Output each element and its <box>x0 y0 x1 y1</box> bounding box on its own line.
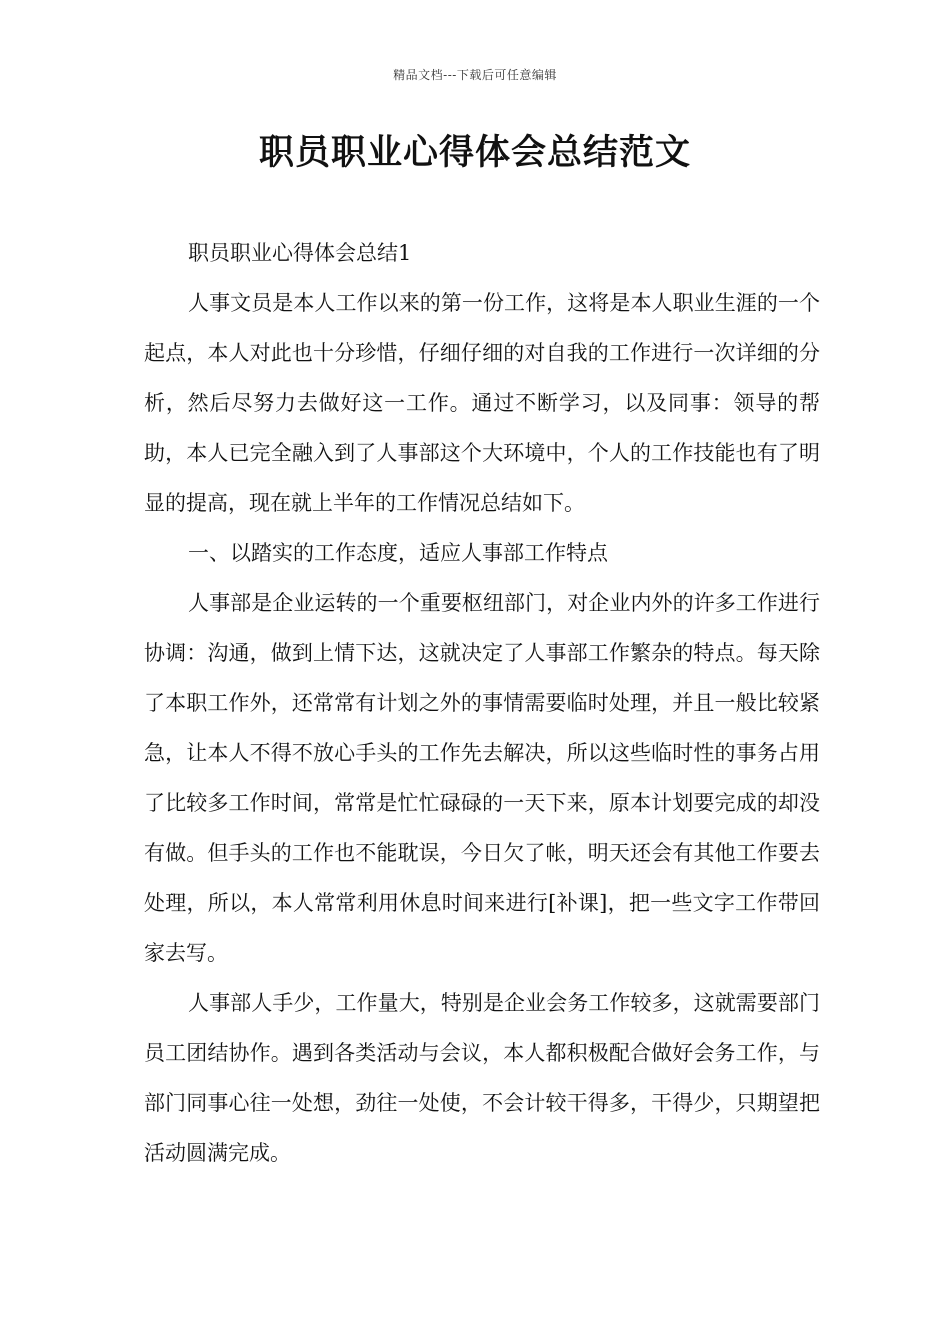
paragraph-intro: 人事文员是本人工作以来的第一份工作，这将是本人职业生涯的一个起点，本人对此也十分珍惜，仔细仔细的对自我的工作进行一次详细的分析，然后尽努力去做好这一工作。通过不断学习，以及同事：领导的帮助，本人已完全融入到了人事部这个大环境中，个人的工作技能也有了明显的提高，现在就上半年的工作情况总结如下。 <box>144 291 820 515</box>
paragraph-body-1: 人事部是企业运转的一个重要枢纽部门，对企业内外的许多工作进行协调：沟通，做到上情下达，这就决定了人事部工作繁杂的特点。每天除了本职工作外，还常常有计划之外的事情需要临时处理，并且一般比较紧急，让本人不得不放心手头的工作先去解决，所以这些临时性的事务占用了比较多工作时间，常常是忙忙碌碌的一天下来，原本计划要完成的却没有做。但手头的工作也不能耽误，今日欠了帐，明天还会有其他工作要去处理，所以，本人常常利用休息时间来进行[补课]，把一些文字工作带回家去写。 <box>144 591 820 965</box>
section-subheading-1: 一、以踏实的工作态度，适应人事部工作特点 <box>188 541 608 565</box>
document-body <box>144 228 820 1178</box>
section-heading-1: 职员职业心得体会总结1 <box>188 241 412 265</box>
document-title: 职员职业心得体会总结范文 <box>258 132 691 173</box>
paragraph-body-2: 人事部人手少，工作量大，特别是企业会务工作较多，这就需要部门员工团结协作。遇到各类活动与会议，本人都积极配合做好会务工作，与部门同事心往一处想，劲往一处使，不会计较干得多，干得少，只期望把活动圆满完成。 <box>144 991 820 1165</box>
header-note: 精品文档---下载后可任意编辑 <box>393 68 557 82</box>
